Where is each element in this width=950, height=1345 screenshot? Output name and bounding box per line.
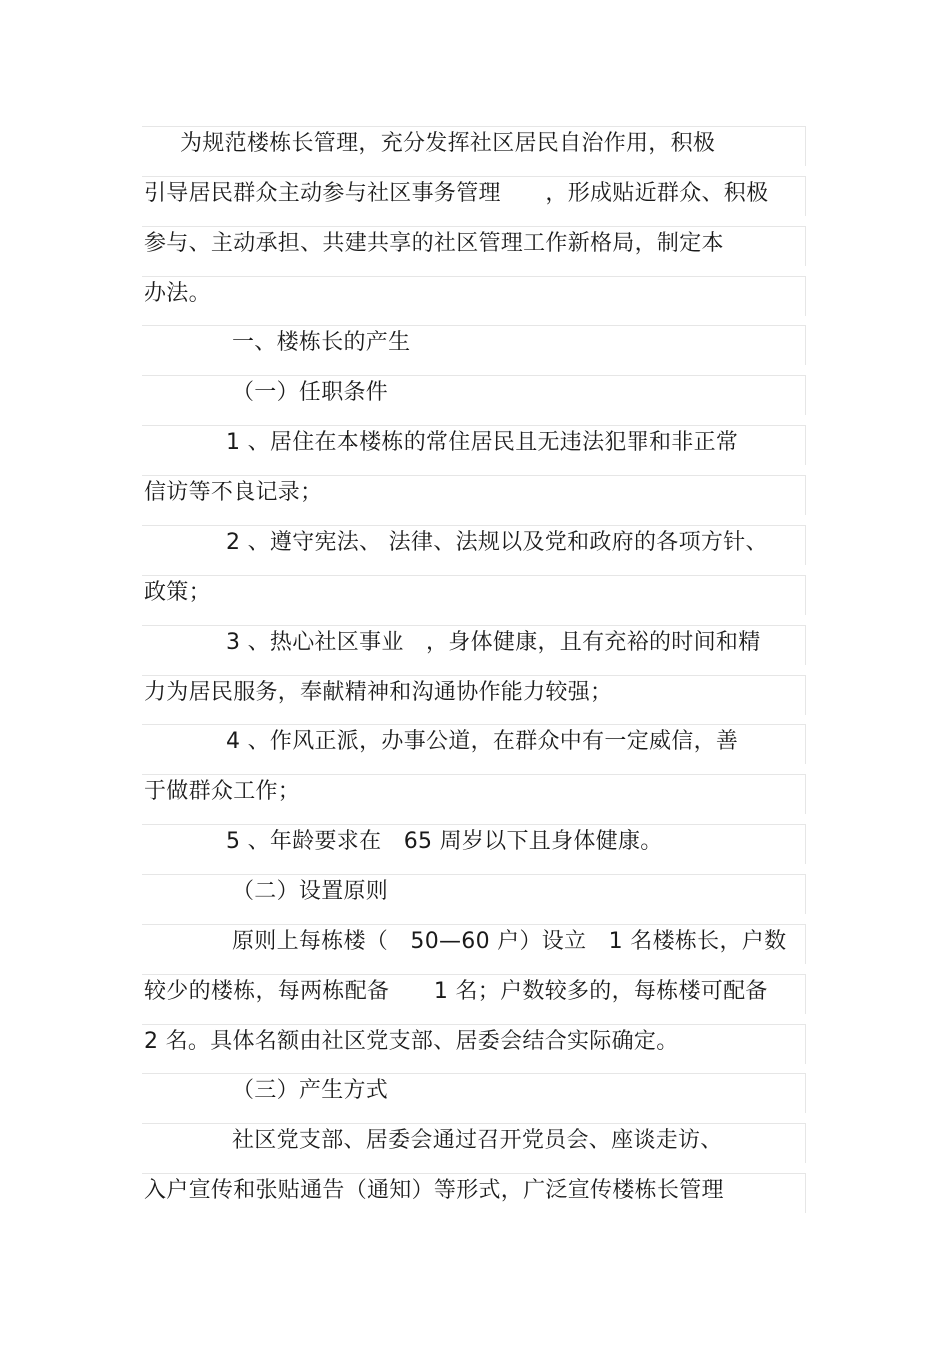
text-line — [142, 1173, 806, 1213]
text-line — [142, 375, 806, 415]
text-line — [142, 974, 806, 1014]
paragraph-text: 入户宣传和张贴通告（通知）等形式，广泛宣传楼栋长管理 — [144, 1178, 724, 1203]
text-line — [142, 1024, 806, 1064]
list-item-text: 力为居民服务，奉献精神和沟通协作能力较强； — [144, 680, 613, 705]
text-line — [142, 675, 806, 715]
text-line — [142, 126, 806, 166]
subsection-heading: （一）任职条件 — [232, 380, 389, 405]
subsection-heading: （二）设置原则 — [232, 879, 389, 904]
list-item-text: 信访等不良记录； — [144, 480, 323, 505]
text-line — [142, 625, 806, 665]
list-item-text: 于做群众工作； — [144, 779, 301, 804]
text-line — [142, 276, 806, 316]
text-line — [142, 924, 806, 964]
subsection-heading: （三）产生方式 — [232, 1078, 389, 1103]
text-line — [142, 824, 806, 864]
section-heading: 一、楼栋长的产生 — [232, 330, 411, 355]
text-line — [142, 1123, 806, 1163]
paragraph-text: 为规范楼栋长管理，充分发挥社区居民自治作用，积极 — [180, 131, 716, 156]
text-line — [142, 1073, 806, 1113]
text-line — [142, 475, 806, 515]
list-item-text: 4 、作风正派，办事公道，在群众中有一定威信，善 — [226, 729, 739, 754]
text-line — [142, 724, 806, 764]
text-line — [142, 226, 806, 266]
paragraph-text: 社区党支部、居委会通过召开党员会、座谈走访、 — [232, 1128, 723, 1153]
text-line — [142, 325, 806, 365]
text-line — [142, 425, 806, 465]
list-item-text: 3 、热心社区事业 ，身体健康，且有充裕的时间和精 — [226, 630, 761, 655]
paragraph-text: 较少的楼栋，每两栋配备 1 名；户数较多的，每栋楼可配备 — [144, 979, 768, 1004]
paragraph-text: 2 名。具体名额由社区党支部、居委会结合实际确定。 — [144, 1029, 679, 1054]
list-item-text: 2 、遵守宪法、 法律、法规以及党和政府的各项方针、 — [226, 530, 768, 555]
paragraph-text: 引导居民群众主动参与社区事务管理 ，形成贴近群众、积极 — [144, 181, 769, 206]
list-item-text: 5 、年龄要求在 65 周岁以下且身体健康。 — [226, 829, 663, 854]
text-line — [142, 575, 806, 615]
text-line — [142, 874, 806, 914]
list-item-text: 1 、居住在本楼栋的常住居民且无违法犯罪和非正常 — [226, 430, 739, 455]
text-line — [142, 774, 806, 814]
text-line — [142, 176, 806, 216]
paragraph-text: 参与、主动承担、共建共享的社区管理工作新格局，制定本 — [144, 231, 724, 256]
paragraph-text: 原则上每栋楼（ 50—60 户）设立 1 名楼栋长，户数 — [232, 929, 787, 954]
text-line — [142, 525, 806, 565]
paragraph-text: 办法。 — [144, 281, 211, 306]
list-item-text: 政策； — [144, 580, 211, 605]
